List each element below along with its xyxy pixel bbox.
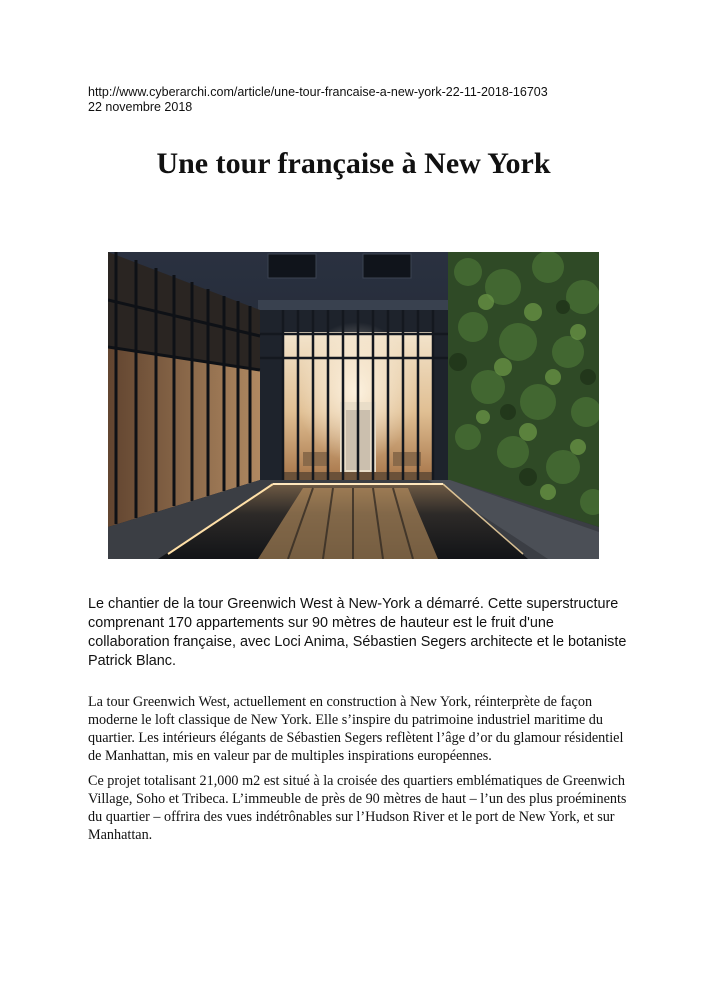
article-photo (108, 252, 599, 559)
courtyard-illustration (108, 252, 599, 559)
article-paragraph: La tour Greenwich West, actuellement en construction à New York, réinterprète de façon moderne le loft classique de New York. Elle s’inspire du patrimoine industriel maritime du quartier. Les intérieurs élégants de Sébastien Segers reflètent l’âge d’or du glamour résidentiel de Manhattan, mis en valeur par de multiples inspirations européennes. (88, 694, 624, 764)
article-title: Une tour française à New York (156, 147, 551, 180)
article-lead: Le chantier de la tour Greenwich West à New-York a démarré. Cette superstructure comprenant 170 appartements sur 90 mètres de hauteur est le fruit d'une collaboration française, avec Loci Anima, Sébastien Segers architecte et le botaniste Patrick Blanc. (88, 596, 627, 669)
source-meta (88, 85, 548, 115)
publication-date: 22 novembre 2018 (88, 100, 193, 114)
source-url: http://www.cyberarchi.com/article/une-tour-francaise-a-new-york-22-11-2018-16703 (88, 85, 548, 99)
article-paragraph: Ce projet totalisant 21,000 m2 est situé à la croisée des quartiers emblématiques de Greenwich Village, Soho et Tribeca. L’immeuble de près de 90 mètres de haut – l’un des plus proéminents du quartier – offrira des vues indétrônables sur l’Hudson River et le port de New York, et sur Manhattan. (88, 773, 627, 843)
